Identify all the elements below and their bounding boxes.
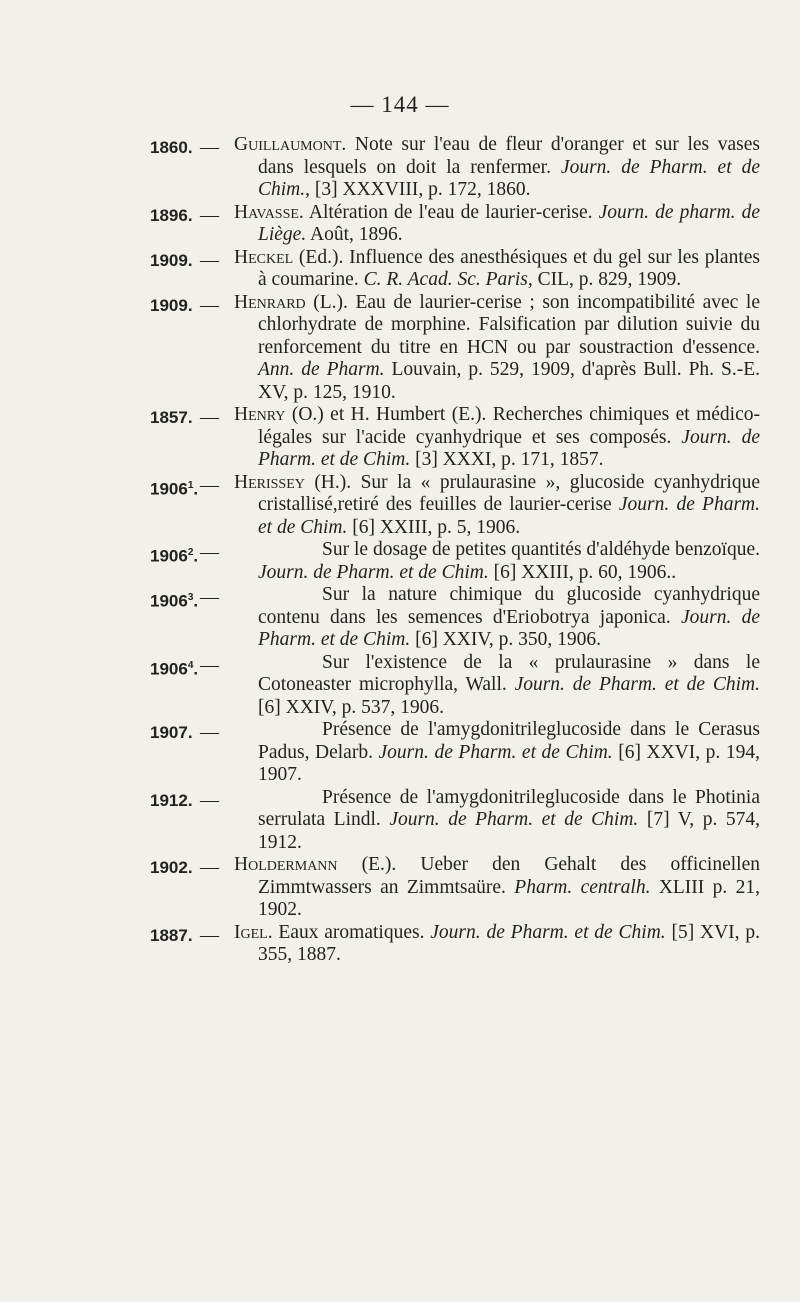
entry-reference: [5] XVI, p. 355, 1887. <box>258 921 760 965</box>
entry-journal: Ann. de Pharm. <box>258 359 385 380</box>
bibliography-entry <box>150 719 760 787</box>
entry-year-text: 1906 <box>150 591 188 611</box>
entry-year-text: 1909 <box>150 250 188 270</box>
entry-journal: Journ. de Pharm. et de Chim. <box>258 561 489 583</box>
entry-journal: Journ. de Pharm. et de Chim. <box>514 674 760 695</box>
entry-text: Sur le dosage de petites quantités d'aldéhyde benzoïque. <box>322 539 760 560</box>
entry-reference: [6] XXIV, p. 537, 1906. <box>258 696 444 718</box>
entry-year-superscript: 2 <box>187 547 194 558</box>
entry-text: Eaux aromatiques. <box>272 921 431 943</box>
entry-year: 1902. <box>150 858 193 877</box>
entry-year: 1906$^2$. <box>150 546 199 566</box>
entry-author: Henrard <box>234 291 306 313</box>
entry-year-text: 1902 <box>150 858 188 877</box>
entry-journal: Journ. de Pharm. et de Chim. <box>258 426 760 470</box>
bibliography-list <box>150 134 760 967</box>
entry-reference: [6] XXVI, p. 194, 1907. <box>258 741 760 785</box>
entry-journal: Pharm. centralh. <box>514 876 651 898</box>
entry-body <box>234 921 760 967</box>
entry-dash: — <box>200 857 219 878</box>
entry-text: Sur l'existence de la « prulaurasine » dans le Cotoneaster microphylla, Wall. <box>258 651 760 695</box>
entry-year-superscript: 1 <box>187 479 194 491</box>
bibliography-entry <box>150 584 760 652</box>
entry-year-text: 1906 <box>150 659 188 679</box>
entry-year-text: 1887 <box>150 925 188 945</box>
entry-year-text: 1907 <box>150 723 188 742</box>
entry-dash: — <box>200 474 219 496</box>
bibliography-entry <box>150 292 760 405</box>
entry-reference: [7] V, p. 574, 1912. <box>258 809 760 853</box>
entry-author: Heckel <box>234 246 294 268</box>
bibliography-entry <box>150 247 760 292</box>
entry-dash: — <box>200 294 219 316</box>
entry-year-superscript: 3 <box>187 592 194 603</box>
entry-year-text: 1857 <box>150 408 188 427</box>
entry-reference: [6] XXIV, p. 350, 1906. <box>410 629 602 650</box>
entry-body <box>234 201 760 247</box>
entry-dash: — <box>200 542 219 563</box>
bibliography-entry <box>150 472 760 540</box>
entry-reference: CIL, p. 829, 1909. <box>532 269 682 290</box>
entry-body <box>258 719 760 787</box>
entry-year: 1896. <box>150 205 193 225</box>
entry-journal: Journ. de pharm. de Liège. <box>258 201 760 245</box>
entry-body <box>234 246 760 292</box>
entry-year: 1860. <box>150 138 193 157</box>
entry-year: 1906$^1$. <box>150 479 199 499</box>
entry-journal: Journ. de Pharm. et de Chim. <box>378 741 613 763</box>
entry-year-text: 1912 <box>150 790 188 810</box>
entry-year: 1857. <box>150 408 193 427</box>
entry-journal: Journ. de Pharm. et de Chim. <box>258 606 760 650</box>
bibliography-entry <box>150 404 760 472</box>
entry-journal: C. R. Acad. Sc. Paris, <box>363 269 533 290</box>
entry-author: Herissey <box>234 471 305 493</box>
entry-year-text: 1896 <box>150 205 188 225</box>
entry-journal: Journ. de Pharm. et de Chim. <box>258 494 761 538</box>
entry-reference: Louvain, p. 529, 1909, d'après Bull. Ph. S.-E. XV, p. 125, 1910. <box>258 359 761 403</box>
entry-year: 1907. <box>150 723 193 742</box>
entry-body <box>234 291 761 405</box>
entry-year-text: 1906 <box>150 479 188 499</box>
entry-year: 1887. <box>150 925 193 945</box>
entry-text: Présence de l'amygdonitrileglucoside dans le Photinia serrulata Lindl. <box>258 786 760 830</box>
entry-journal: Journ. de Pharm. et de Chim. <box>258 156 760 200</box>
entry-reference: XLIII p. 21, 1902. <box>258 876 760 920</box>
entry-text: (H.). Sur la « prulaurasine », glucoside cyanhydrique cristallisé,retiré des feuilles de laurier-cerise <box>258 471 760 515</box>
entry-author: Guillaumont. <box>234 134 347 155</box>
entry-reference: [6] XXIII, p. 5, 1906. <box>347 516 521 538</box>
entry-journal: Journ. de Pharm. et de Chim. <box>430 921 666 943</box>
entry-year-superscript: 4 <box>187 659 194 671</box>
entry-text: (Ed.). Influence des anesthésiques et du gel sur les plantes à coumarine. <box>258 246 760 290</box>
entry-reference: Août, 1896. <box>306 224 403 245</box>
entry-author: Holdermann <box>234 854 338 875</box>
entry-body <box>234 471 761 540</box>
entry-body <box>234 854 760 922</box>
entry-text: Altération de l'eau de laurier-cerise. <box>303 201 599 223</box>
entry-body <box>258 539 760 584</box>
entry-journal: Journ. de Pharm. et de Chim. <box>389 809 639 830</box>
bibliography-entry <box>150 922 760 967</box>
entry-year: 1909. <box>150 295 193 315</box>
entry-body <box>258 652 760 720</box>
entry-year-text: 1906 <box>150 546 188 566</box>
entry-text: Présence de l'amygdonitrileglucoside dans le Cerasus Padus, Delarb. <box>258 719 760 763</box>
bibliography-entry <box>150 854 760 922</box>
entry-dash: — <box>200 407 219 428</box>
entry-dash: — <box>200 654 219 676</box>
entry-year: 1906$^3$. <box>150 591 199 611</box>
bibliography-entry <box>150 652 760 720</box>
bibliography-entry <box>150 539 760 584</box>
entry-text: (O.) et H. Humbert (E.). Recherches chimiques et médico-légales sur l'acide cyanhydrique et ses composés. <box>258 404 760 448</box>
entry-author: Igel. <box>234 921 273 943</box>
entry-body <box>234 404 760 472</box>
entry-body <box>258 584 760 652</box>
entry-text: Note sur l'eau de fleur d'oranger et sur les vases dans lesquels on doit la renfermer. <box>258 134 760 178</box>
page-number: — 144 — <box>350 92 450 117</box>
entry-dash: — <box>200 204 219 226</box>
entry-reference: [6] XXIII, p. 60, 1906.. <box>488 561 677 583</box>
entry-body <box>258 787 760 855</box>
entry-year-text: 1909 <box>150 295 188 315</box>
entry-dash: — <box>200 249 219 271</box>
bibliography-entry <box>150 202 760 247</box>
entry-text: (E.). Ueber den Gehalt des officinellen Zimmtwassers an Zimmtsaüre. <box>258 854 760 898</box>
entry-dash: — <box>200 789 219 811</box>
entry-dash: — <box>200 587 219 608</box>
entry-dash: — <box>200 137 219 158</box>
entry-author: Henry <box>234 404 286 425</box>
bibliography-entry <box>150 134 760 202</box>
entry-text: Sur la nature chimique du glucoside cyanhydrique contenu dans les semences d'Eriobotrya japonica. <box>258 584 760 628</box>
entry-reference: [3] XXXI, p. 171, 1857. <box>410 449 604 470</box>
bibliography-entry <box>150 787 760 855</box>
entry-year-text: 1860 <box>150 138 188 157</box>
entry-year: 1912. <box>150 790 193 810</box>
entry-text: (L.). Eau de laurier-cerise ; son incompatibilité avec le chlorhydrate de morphine. Falsification par dilution suivie du renforcement du titre en HCN ou par soustraction d'essence. <box>258 291 760 358</box>
entry-year: 1906$^4$. <box>150 659 199 679</box>
entry-dash: — <box>200 924 219 946</box>
entry-year: 1909. <box>150 250 193 270</box>
entry-author: Havasse. <box>234 201 304 223</box>
entry-body <box>234 134 760 202</box>
entry-reference: , [3] XXXVIII, p. 172, 1860. <box>305 179 531 200</box>
entry-dash: — <box>200 722 219 743</box>
